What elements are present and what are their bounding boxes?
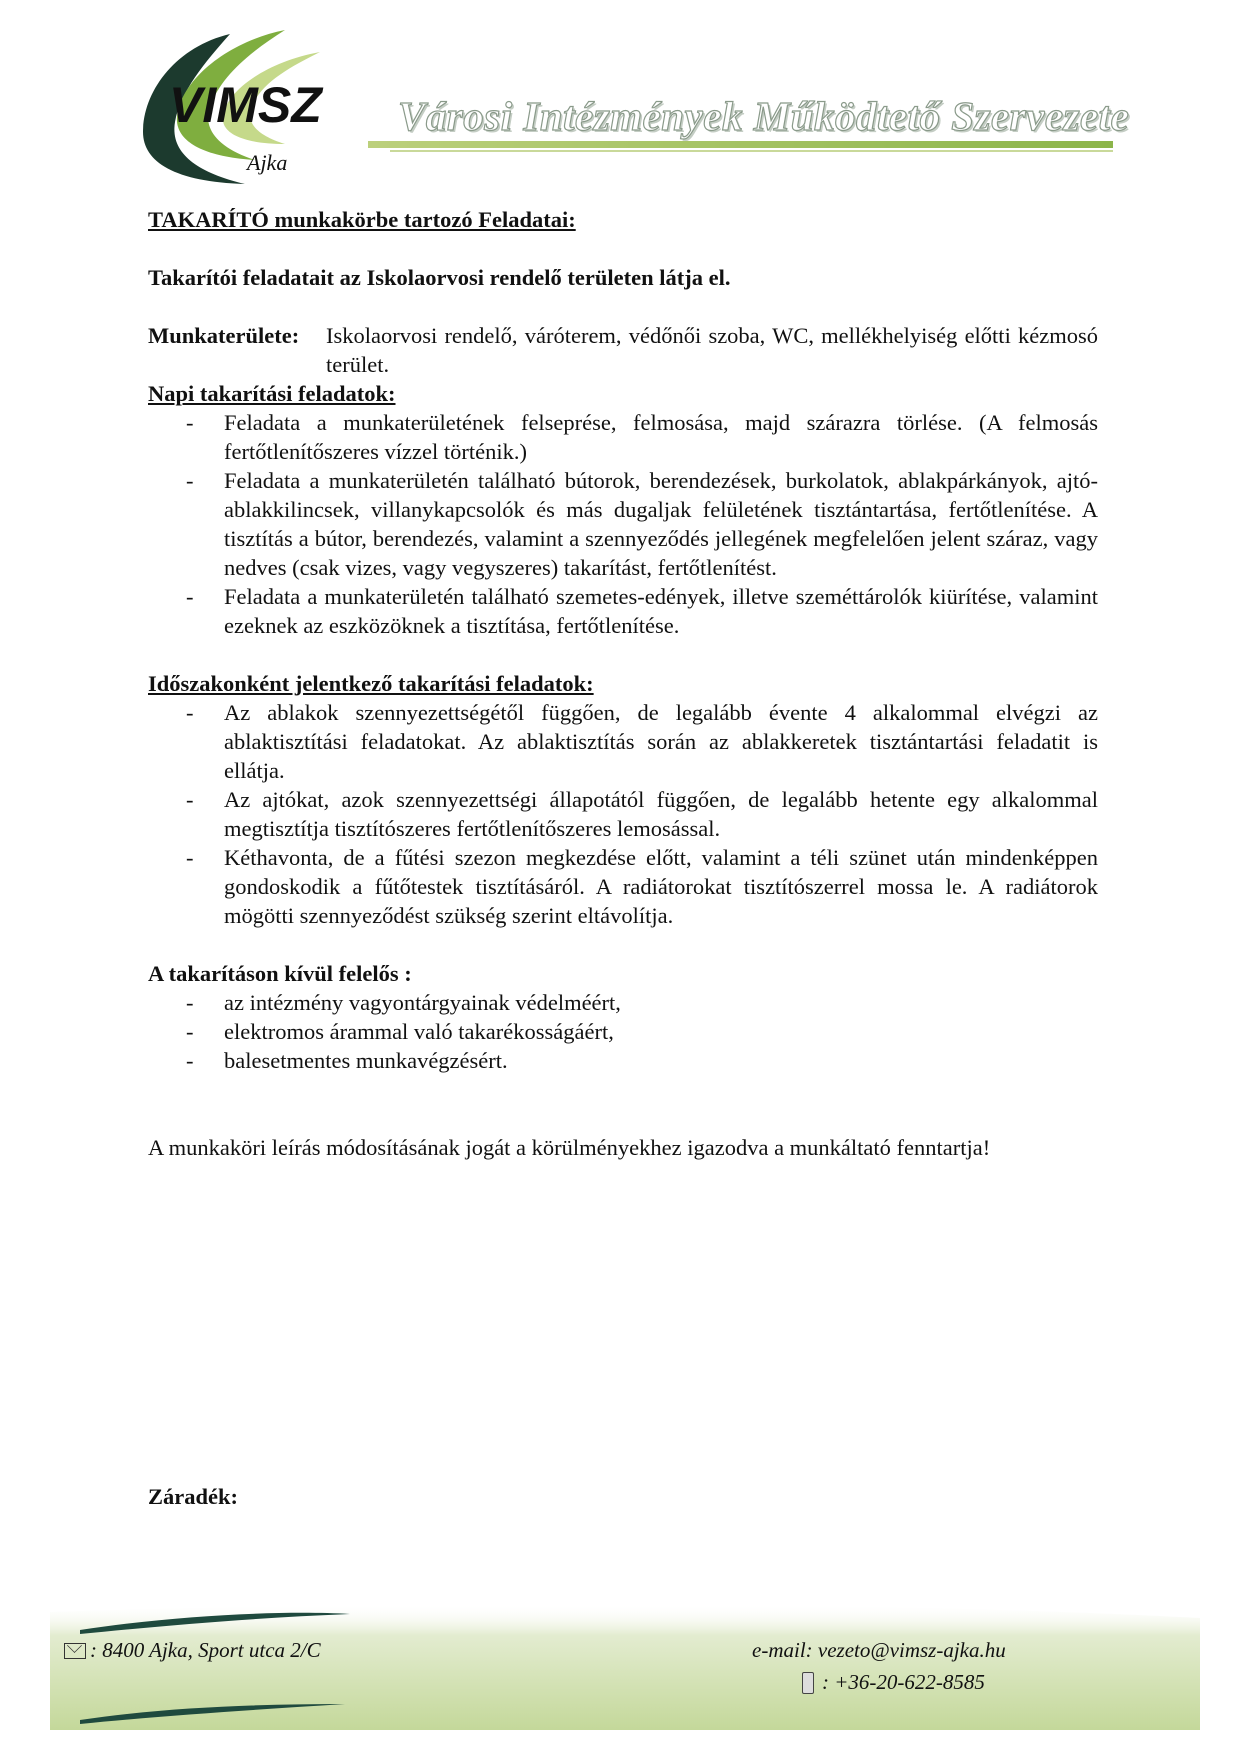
work-area: [148, 321, 1098, 379]
footer-email: e-mail: vezeto@vimsz-ajka.hu: [752, 1638, 1006, 1662]
responsibilities-heading: A takarításon kívül felelős :: [148, 961, 412, 986]
address-text: : 8400 Ajka, Sport utca 2/C: [90, 1638, 321, 1662]
periodic-tasks-list: [148, 698, 1098, 930]
header-rule-thin: [390, 150, 1113, 152]
phone-text: : +36-20-622-8585: [822, 1670, 985, 1694]
list-item: - elektromos árammal való takarékosságáért,: [148, 1017, 1098, 1046]
daily-tasks-list: [148, 408, 1098, 640]
work-area-label: Munkaterülete:: [148, 323, 300, 348]
list-item: - balesetmentes munkavégzésért.: [148, 1046, 1098, 1075]
organization-title: Városi Intézmények Működtető Szervezete: [398, 93, 1130, 139]
list-item: - Az ablakok szennyezettségétől függően, de legalább évente 4 alkalommal elvégzi az ablaktisztítási feladatokat. Az ablaktisztítás során az ablakkeretek tisztántartási feladatit is ellátja.: [148, 698, 1098, 785]
list-item: - Kéthavonta, de a fűtési szezon megkezdése előtt, valamint a téli szünet után mindenképpen gondoskodik a fűtőtestek tisztításáról. A radiátorokat tisztítószerrel mossa le. A radiátorok mögötti szennyeződést szükség szerint eltávolítja.: [148, 843, 1098, 930]
modification-note: A munkaköri leírás módosításának jogát a körülményekhez igazodva a munkáltató fenntartja!: [148, 1135, 991, 1160]
list-item: - Feladata a munkaterületén található szemetes-edények, illetve szeméttárolók kiürítése, valamint ezeknek az eszközöknek a tisztítása, fertőtlenítése.: [148, 582, 1098, 640]
periodic-tasks-heading: Időszakonként jelentkező takarítási feladatok:: [148, 671, 594, 696]
list-item: - Feladata a munkaterületén található bútorok, berendezések, burkolatok, ablakpárkányok, ajtó- ablakkilincsek, villanykapcsolók és más dugaljak felületének tisztántartása, fertőtlenítése. A tisztítás a bútor, berendezés, valamint a szennyeződés jellegének megfelelően jelent száraz, vagy nedves (csak vizes, vagy vegyszeres) takarítást, fertőtlenítést.: [148, 466, 1098, 582]
document-title: TAKARÍTÓ munkakörbe tartozó Feladatai:: [148, 207, 576, 232]
footer-phone: [802, 1670, 985, 1695]
work-area-text: Iskolaorvosi rendelő, váróterem, védőnői szoba, WC, mellékhelyiség előtti kézmosó terület.: [326, 323, 1098, 377]
list-item: - az intézmény vagyontárgyainak védelméért,: [148, 988, 1098, 1017]
list-item: - Feladata a munkaterületének felseprése, felmosása, majd szárazra törlése. (A felmosás fertőtlenítőszeres vízzel történik.): [148, 408, 1098, 466]
vimsz-logo: [135, 22, 365, 192]
intro-line: Takarítói feladatait az Iskolaorvosi rendelő területen látja el.: [148, 265, 731, 290]
list-item: - Az ajtókat, azok szennyezettségi állapotától függően, de legalább hetente egy alkalommal megtisztítja tisztítószeres fertőtlenítőszeres lemosással.: [148, 785, 1098, 843]
document-body: [148, 205, 1098, 1511]
footer-band: [50, 1600, 1200, 1730]
responsibilities-list: [148, 988, 1098, 1075]
logo-text: VIMSZ: [169, 77, 322, 133]
header-rule: [368, 141, 1113, 148]
logo-subtitle: Ajka: [247, 150, 288, 175]
daily-tasks-heading: Napi takarítási feladatok:: [148, 381, 396, 406]
clause-label: Záradék:: [148, 1484, 238, 1509]
envelope-icon: [64, 1643, 86, 1659]
footer-address: [64, 1638, 321, 1663]
phone-icon: [802, 1672, 814, 1694]
